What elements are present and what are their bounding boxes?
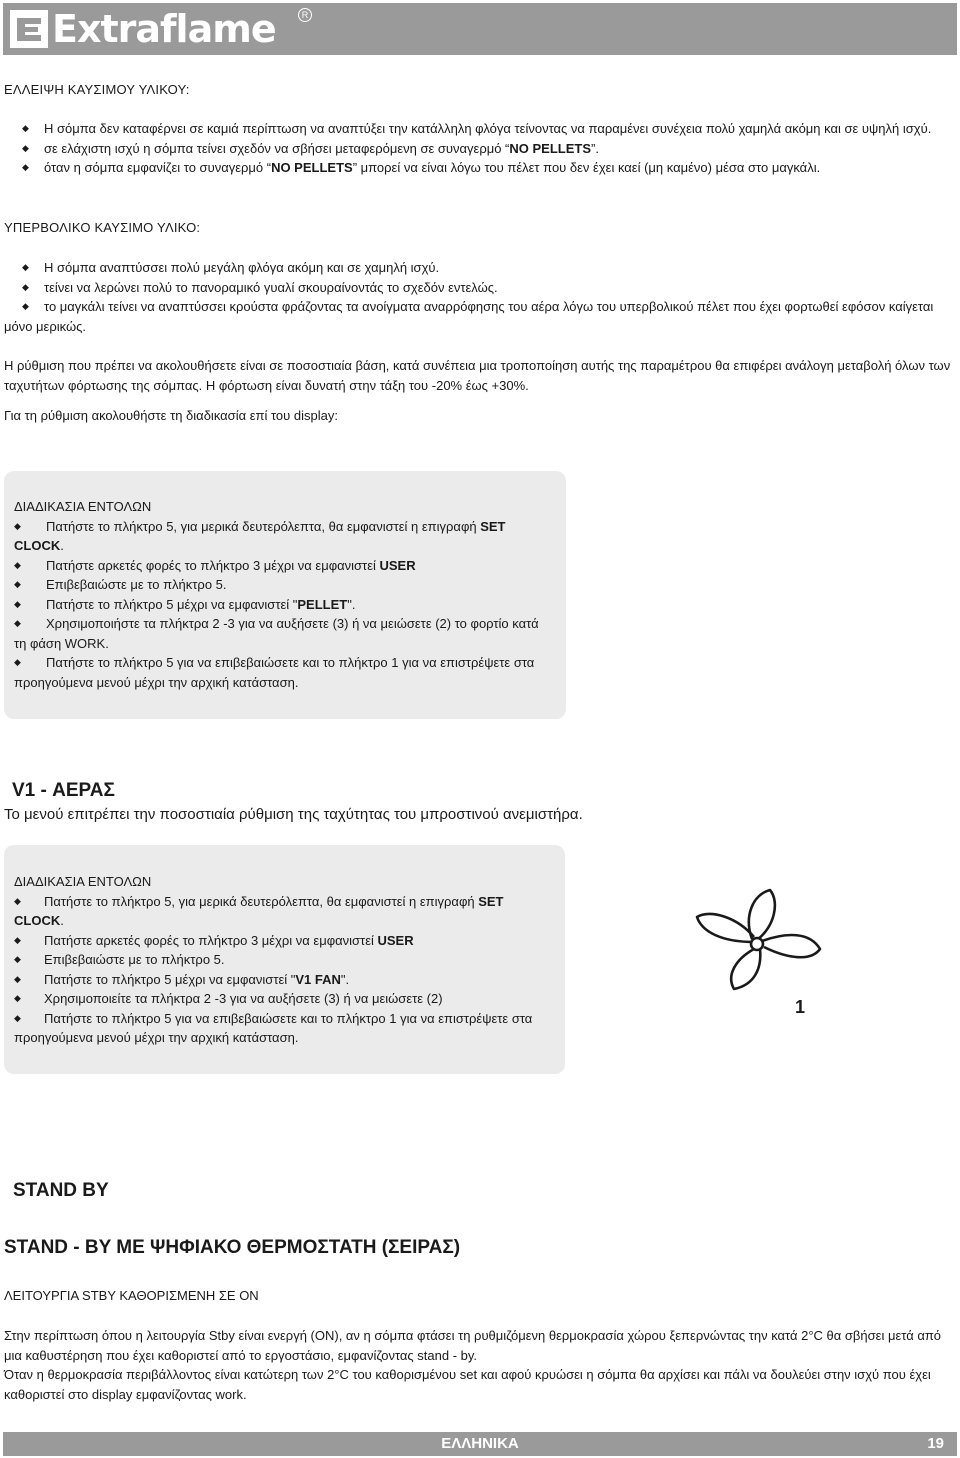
list-item: ◆ το μαγκάλι τείνει να αναπτύσσει κρούστα φράζοντας τα ανοίγματα αναρρόφησης του αέρα λόγω του υπερβολικού πέλετ που έχει φορτωθεί εφόσον καίγεται μόνο μερικώς. [4,299,934,334]
list-item: ◆ Επιβεβαιώστε με το πλήκτρο 5. [14,575,554,595]
list-item: ◆ σε ελάχιστη ισχύ η σόμπα τείνει σχεδόν να σβήσει μεταφερόμενη σε συναγερμό “NO PELLETS”. [0,139,940,159]
procedure-pellet [14,497,554,692]
footer-language: ΕΛΛΗΝΙΚΑ [441,1435,519,1452]
bullet-icon: ◆ [14,618,21,628]
standby-paragraph-2: Όταν η θερμοκρασία περιβάλλοντος είναι κατώτερη των 2°C του καθορισμένου set και αφού κρυώσει η σόμπα θα αρχίσει και πάλι να δουλεύει στην ισχύ που έχει καθοριστεί στο display εμφανίζοντας work. [4,1367,931,1402]
bullet-icon: ◆ [14,657,21,667]
list-item: ◆ Πατήστε αρκετές φορές το πλήκτρο 3 μέχρι να εμφανιστεί USER [14,931,554,951]
v1-subtitle: Το μενού επιτρέπει την ποσοστιαία ρύθμιση της ταχύτητας του μπροστινού ανεμιστήρα. [4,806,583,823]
list-item: ◆ Χρησιμοποιήστε τα πλήκτρα 2 -3 για να αυξήσετε (3) ή να μειώσετε (2) το φορτίο κατά τη φάση WORK. [14,616,539,651]
paragraph-display: Για τη ρύθμιση ακολουθήστε τη διαδικασία επί του display: [4,408,338,423]
bullet-icon: ◆ [14,934,21,945]
page-number: 19 [927,1435,944,1452]
brand-name: Extraflame [52,7,276,51]
bullet-icon: ◆ [22,162,29,172]
procedure-title: ΔΙΑΔΙΚΑΣΙΑ ΕΝΤΟΛΩΝ [14,499,152,514]
lack-fuel-list [0,119,940,178]
bullet-icon: ◆ [14,598,21,609]
bullet-icon: ◆ [14,993,21,1003]
standby-paragraph-1: Στην περίπτωση όπου η λειτουργία Stby είναι ενεργή (ON), αν η σόμπα φτάσει τη ρυθμιζόμενη θερμοκρασία χώρου ξεπερνώντας την κατά 2°C θα σβήσει μετά από μια καθυστέρηση που έχει καθοριστεί από το εργοστάσιο, εμφανίζοντας stand - by. [4,1328,942,1363]
bullet-icon: ◆ [14,1012,21,1023]
list-item: ◆ Πατήστε το πλήκτρο 5 για να επιβεβαιώσετε και το πλήκτρο 1 για να επιστρέψετε στα προηγούμενα μενού μέχρι την αρχική κατάσταση. [14,655,535,690]
list-item: ◆ τείνει να λερώνει πολύ το πανοραμικό γυαλί σκουραίνοντάς το σχεδόν εντελώς. [0,278,956,298]
bullet-icon: ◆ [22,301,29,311]
bullet-icon: ◆ [22,123,29,133]
list-item: ◆ Πατήστε το πλήκτρο 5, για μερικά δευτερόλεπτα, θα εμφανιστεί η επιγραφή SET CLOCK. [14,518,506,553]
standby-title: STAND BY [13,1180,109,1201]
bullet-icon: ◆ [14,559,21,570]
procedure-steps [14,517,554,693]
list-item: ◆ Πατήστε το πλήκτρο 5 μέχρι να εμφανιστεί "V1 FAN". [14,970,554,990]
fan-speed-label: 1 [795,997,806,1017]
bullet-icon: ◆ [22,262,29,272]
bullet-icon: ◆ [14,954,21,964]
excess-fuel-title: ΥΠΕΡΒΟΛΙΚΟ ΚΑΥΣΙΜΟ ΥΛΙΚΟ: [4,220,201,235]
bullet-icon: ◆ [14,520,21,531]
list-item: ◆ Η σόμπα δεν καταφέρνει σε καμιά περίπτωση να αναπτύξει την κατάλληλη φλόγα τείνοντας να παραμένει συνέχεια πολύ χαμηλά ακόμη και σε υψηλή ισχύ. [0,119,940,139]
procedure-fan [14,872,554,1048]
bullet-icon: ◆ [14,579,21,589]
registered-mark: R [298,8,312,22]
bullet-icon: ◆ [22,281,29,292]
list-item: ◆ Η σόμπα αναπτύσσει πολύ μεγάλη φλόγα ακόμη και σε χαμηλή ισχύ. [0,258,956,278]
excess-fuel-list [0,258,956,336]
list-item: ◆ Χρησιμοποιείτε τα πλήκτρα 2 -3 για να αυξήσετε (3) ή να μειώσετε (2) [14,989,554,1009]
list-item: ◆ Πατήστε αρκετές φορές το πλήκτρο 3 μέχρι να εμφανιστεί USER [14,556,554,576]
list-item: ◆ Πατήστε το πλήκτρο 5, για μερικά δευτερόλεπτα, θα εμφανιστεί η επιγραφή SET CLOCK. [14,893,504,928]
paragraph-setting: Η ρύθμιση που πρέπει να ακολουθήσετε είναι σε ποσοστιαία βάση, κατά συνέπεια μια τροποποίηση αυτής της παραμέτρου θα επιφέρει ανάλογη μεταβολή όλων των ταχυτήτων φόρτωσης της σόμπας. Η φόρτωση είναι δυνατή στην τάξη του -20% έως +30%. [4,358,951,393]
procedure-steps [14,892,554,1048]
list-item: ◆ Πατήστε το πλήκτρο 5 μέχρι να εμφανιστεί "PELLET". [14,595,554,615]
standby-subtitle: STAND - BY ΜΕ ΨΗΦΙΑΚΟ ΘΕΡΜΟΣΤΑΤΗ (ΣΕΙΡΑΣ) [4,1237,461,1258]
fan-icon [692,887,832,1009]
lack-fuel-title: ΕΛΛΕΙΨΗ ΚΑΥΣΙΜΟΥ ΥΛΙΚΟΥ: [4,82,190,97]
bullet-icon: ◆ [22,142,29,153]
list-item: ◆ Επιβεβαιώστε με το πλήκτρο 5. [14,950,554,970]
brand-logo-icon [10,10,48,48]
standby-mode: ΛΕΙΤΟΥΡΓΙΑ STBY ΚΑΘΟΡΙΣΜΕΝΗ ΣΕ ON [4,1288,259,1303]
bullet-icon: ◆ [14,895,21,906]
bullet-icon: ◆ [14,973,21,984]
list-item: ◆ Πατήστε το πλήκτρο 5 για να επιβεβαιώσετε και το πλήκτρο 1 για να επιστρέψετε στα προηγούμενα μενού μέχρι την αρχική κατάσταση. [14,1010,533,1045]
v1-title: V1 - ΑΕΡΑΣ [12,780,115,801]
list-item: ◆ όταν η σόμπα εμφανίζει το συναγερμό “NO PELLETS” μπορεί να είναι λόγω του πέλετ που δεν έχει καεί (μη καμένο) μέσα στο μαγκάλι. [0,158,940,178]
procedure-title: ΔΙΑΔΙΚΑΣΙΑ ΕΝΤΟΛΩΝ [14,874,152,889]
